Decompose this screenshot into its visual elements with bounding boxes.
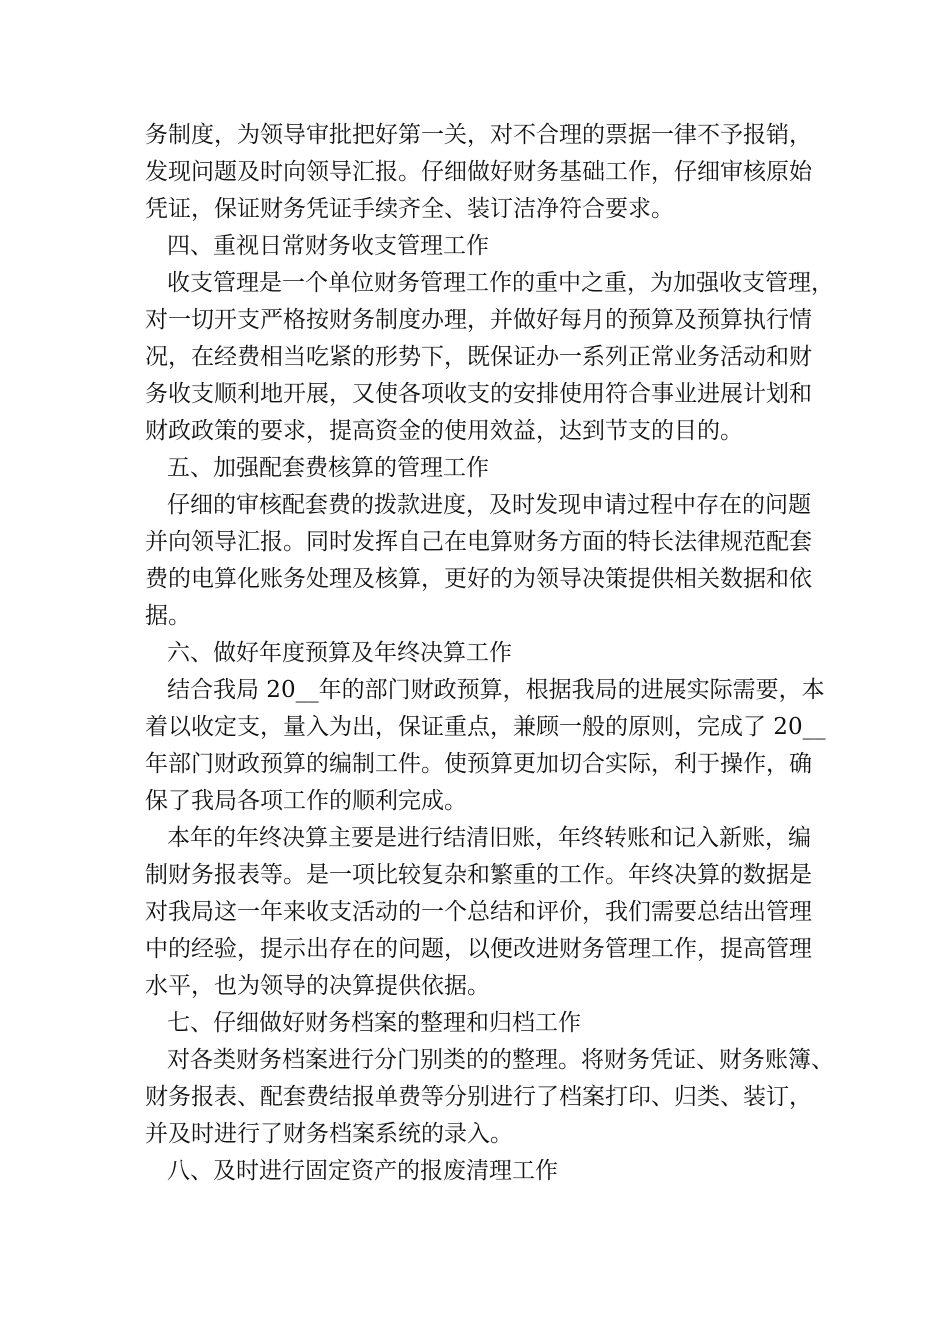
text-line: 收支管理是一个单位财务管理工作的重中之重，为加强收支管理，	[167, 270, 834, 296]
text-line: 着以收定支，量入为出，保证重点，兼顾一般的原则，完成了 20__	[145, 714, 826, 740]
text-line: 制财务报表等。是一项比较复杂和繁重的工作。年终决算的数据是	[145, 862, 812, 888]
text-line: 况，在经费相当吃紧的形势下，既保证办一系列正常业务活动和财	[145, 344, 812, 370]
text-line: 保了我局各项工作的顺利完成。	[145, 788, 467, 814]
section-heading: 四、重视日常财务收支管理工作	[167, 233, 489, 259]
text-line: 财务报表、配套费结报单费等分别进行了档案打印、归类、装订，	[145, 1084, 812, 1110]
section-heading: 六、做好年度预算及年终决算工作	[167, 640, 512, 666]
text-line: 对我局这一年来收支活动的一个总结和评价，我们需要总结出管理	[145, 899, 812, 925]
section-heading: 八、及时进行固定资产的报废清理工作	[167, 1158, 558, 1184]
text-line: 凭证，保证财务凭证手续齐全、装订洁净符合要求。	[145, 196, 674, 222]
section-heading: 五、加强配套费核算的管理工作	[167, 455, 489, 481]
text-line: 水平，也为领导的决算提供依据。	[145, 973, 490, 999]
document-body	[145, 117, 835, 1190]
text-line: 对一切开支严格按财务制度办理，并做好每月的预算及预算执行情	[145, 307, 812, 333]
text-line: 据。	[145, 603, 191, 629]
text-line: 财政政策的要求，提高资金的使用效益，达到节支的目的。	[145, 418, 743, 444]
text-line: 本年的年终决算主要是进行结清旧账，年终转账和记入新账，编	[167, 825, 811, 851]
text-line: 结合我局 20__年的部门财政预算，根据我局的进展实际需要，本	[167, 677, 825, 703]
text-line: 仔细的审核配套费的拨款进度，及时发现申请过程中存在的问题	[167, 492, 811, 518]
text-line: 费的电算化账务处理及核算，更好的为领导决策提供相关数据和依	[145, 566, 812, 592]
text-line: 并及时进行了财务档案系统的录入。	[145, 1121, 513, 1147]
text-line: 中的经验，提示出存在的问题，以便改进财务管理工作，提高管理	[145, 936, 812, 962]
section-heading: 七、仔细做好财务档案的整理和归档工作	[167, 1010, 581, 1036]
text-line: 并向领导汇报。同时发挥自己在电算财务方面的特长法律规范配套	[145, 529, 812, 555]
text-line: 务收支顺利地开展，又使各项收支的安排使用符合事业进展计划和	[145, 381, 812, 407]
text-line: 对各类财务档案进行分门别类的的整理。将财务凭证、财务账簿、	[167, 1047, 834, 1073]
text-line: 务制度，为领导审批把好第一关，对不合理的票据一律不予报销，	[145, 122, 812, 148]
text-line: 年部门财政预算的编制工件。使预算更加切合实际，利于操作，确	[145, 751, 812, 777]
text-line: 发现问题及时向领导汇报。仔细做好财务基础工作，仔细审核原始	[145, 159, 812, 185]
